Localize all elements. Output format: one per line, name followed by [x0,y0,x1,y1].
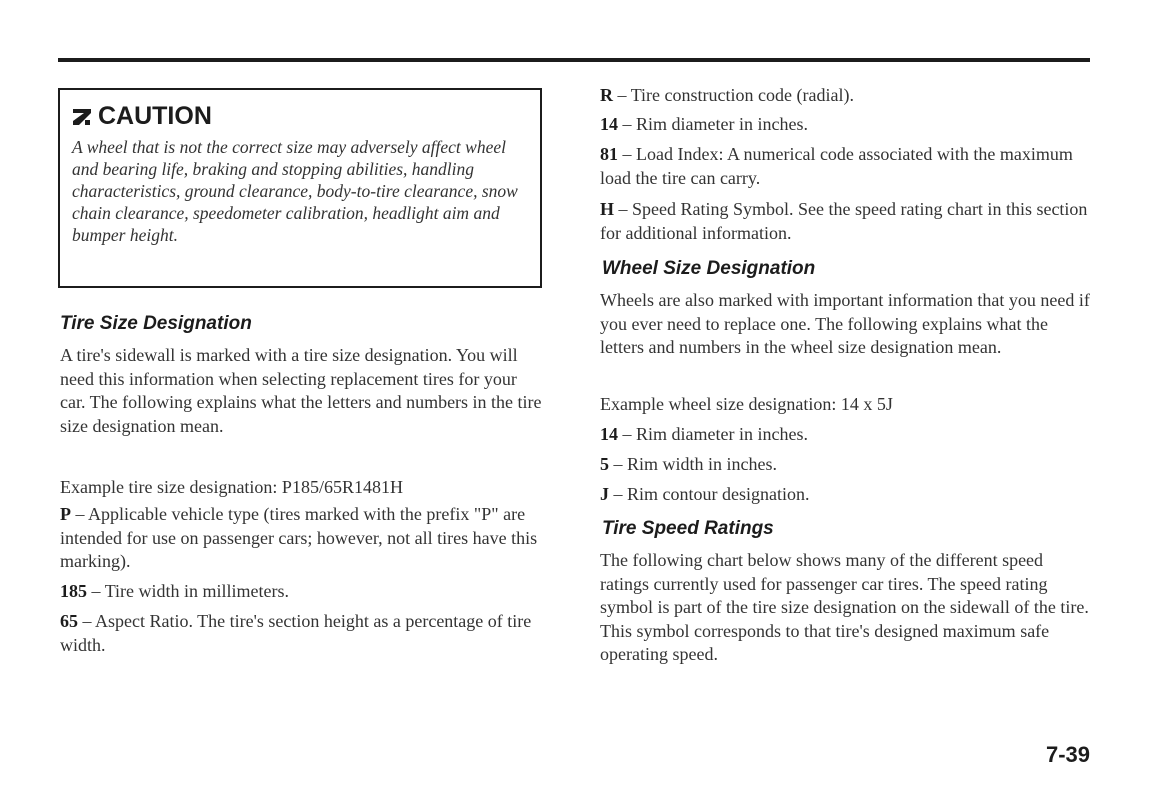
wheel-code: 5 [600,454,609,474]
tire-code-desc: Aspect Ratio. The tire's section height as a percentage of tire width. [60,611,532,655]
tire-code-item: H – Speed Rating Symbol. See the speed rating chart in this section for additional information. [600,199,1088,243]
tire-code-item: 81 – Load Index: A numerical code associated with the maximum load the tire can carry. [600,144,1073,188]
caution-header [72,102,526,130]
tire-code: 81 [600,144,618,164]
page-number: 7-39 [1045,742,1090,767]
tire-code-desc: Tire construction code (radial). [630,85,854,105]
caution-box [58,88,542,288]
tire-code-item: R – Tire construction code (radial). [600,85,854,105]
tire-code-item: 65 – Aspect Ratio. The tire's section height as a percentage of tire width. [60,611,532,655]
wheel-size-intro: Wheels are also marked with important information that you need if you ever need to replace one. The following explains what the letters and numbers in the wheel size designation mean. [600,290,1090,357]
wheel-code-desc: Rim width in inches. [627,454,777,474]
caution-text: A wheel that is not the correct size may adversely affect wheel and bearing life, braking and stopping abilities, handling characteristics, ground clearance, body-to-tire clearance, snow chain clearance, speedometer calibration, headlight aim and bumper height. [72,137,518,245]
wheel-size-heading: Wheel Size Designation [602,258,816,279]
caution-icon [72,105,92,127]
tire-code-item: 14 – Rim diameter in inches. [600,114,808,134]
speed-ratings-text: The following chart below shows many of the different speed ratings currently used for passenger car tires. The speed rating symbol is part of the tire size designation on the sidewall of the tire. This symbol corresponds to that tire's designed maximum safe operating speed. [600,550,1089,664]
tire-code-desc: Load Index: A numerical code associated with the maximum load the tire can carry. [600,144,1073,188]
tire-code: R [600,85,613,105]
tire-code: P [60,504,71,524]
tire-size-example: Example tire size designation: P185/65R1481H [60,477,403,497]
tire-code-desc: Speed Rating Symbol. See the speed rating chart in this section for additional information. [600,199,1088,243]
wheel-code: 14 [600,424,618,444]
wheel-code-desc: Rim contour designation. [627,484,810,504]
tire-code-item: P – Applicable vehicle type (tires marked with the prefix "P" are intended for use on passenger cars; however, not all tires have this marking). [60,504,538,571]
tire-code: 185 [60,581,87,601]
tire-code-item: 185 – Tire width in millimeters. [60,581,290,601]
wheel-code-item: 5 – Rim width in inches. [600,454,777,474]
tire-code: 14 [600,114,618,134]
tire-size-heading: Tire Size Designation [60,313,252,334]
wheel-code-desc: Rim diameter in inches. [636,424,808,444]
tire-code-desc: Tire width in millimeters. [104,581,290,601]
caution-title: CAUTION [98,102,212,130]
wheel-size-example: Example wheel size designation: 14 x 5J [600,394,893,414]
tire-code: H [600,199,615,219]
wheel-code: J [600,484,609,504]
tire-code: 65 [60,611,78,631]
speed-ratings-heading: Tire Speed Ratings [602,518,774,539]
wheel-code-item: J – Rim contour designation. [600,484,810,504]
tire-code-desc: Rim diameter in inches. [636,114,808,134]
wheel-code-item: 14 – Rim diameter in inches. [600,424,808,444]
top-rule [58,58,1090,62]
tire-code-desc: Applicable vehicle type (tires marked with the prefix "P" are intended for use on passenger cars; however, not all tires have this marking). [60,504,538,571]
tire-size-intro: A tire's sidewall is marked with a tire size designation. You will need this information when selecting replacement tires for your car. The following explains what the letters and numbers in the tire size designation mean. [60,345,542,436]
